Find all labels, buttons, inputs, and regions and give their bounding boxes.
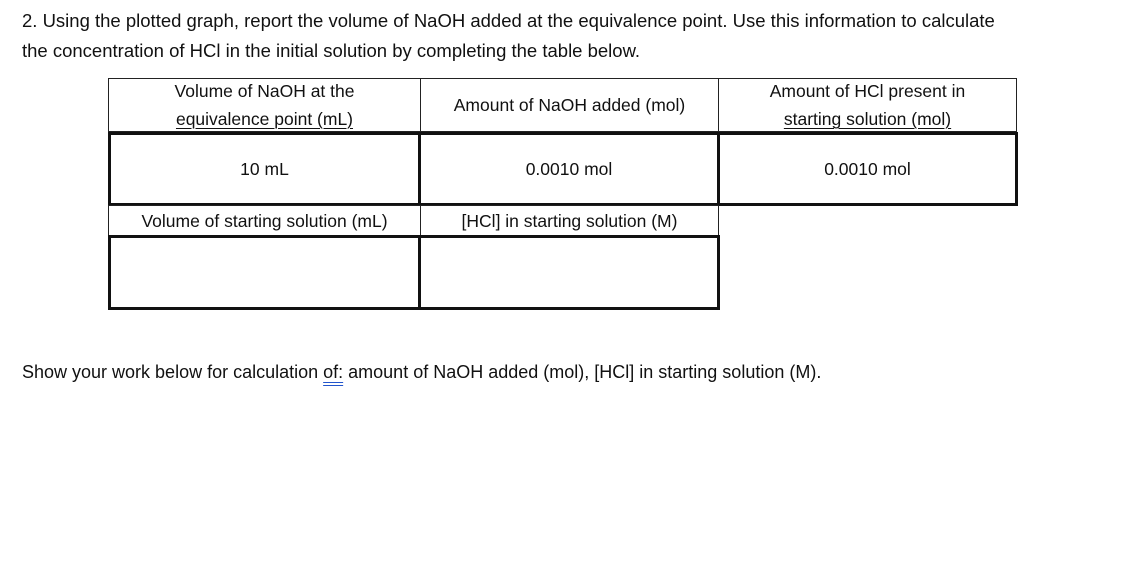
value-volume-naoh-equivalence[interactable]	[108, 132, 421, 206]
header-hcl-concentration-text: [HCl] in starting solution (M)	[461, 211, 678, 231]
header-amount-hcl-present	[718, 78, 1017, 132]
question-line-1: 2. Using the plotted graph, report the volume of NaOH added at the equivalence point. Use this information to calculate	[22, 10, 995, 31]
header-amount-hcl-line2: starting solution (mol)	[783, 109, 952, 129]
value-amount-naoh-added[interactable]	[418, 132, 720, 206]
value-hcl-concentration[interactable]	[418, 235, 720, 310]
header-volume-starting-solution	[108, 205, 421, 237]
value-amount-hcl-text: 0.0010 mol	[824, 159, 911, 179]
value-volume-naoh-text: 10 mL	[240, 159, 289, 179]
question-line-2: the concentration of HCl in the initial solution by completing the table below.	[22, 40, 641, 61]
instructions-prefix: Show your work below for calculation	[22, 362, 324, 382]
value-amount-hcl-present[interactable]	[717, 132, 1018, 206]
instructions-text	[22, 358, 821, 386]
value-amount-naoh-text: 0.0010 mol	[525, 159, 613, 179]
header-volume-naoh-line2: equivalence point (mL)	[175, 109, 354, 129]
instructions-suffix: amount of NaOH added (mol), [HCl] in starting solution (M).	[343, 362, 822, 382]
header-volume-naoh-equivalence	[108, 78, 421, 132]
header-amount-naoh-line1: Amount of NaOH added (mol)	[453, 95, 686, 115]
instructions-underlined: of:	[323, 362, 344, 382]
header-volume-starting-text: Volume of starting solution (mL)	[141, 211, 388, 231]
header-hcl-concentration	[420, 205, 719, 237]
value-volume-starting-solution[interactable]	[108, 235, 421, 310]
question-text	[22, 6, 1112, 66]
header-amount-hcl-line1: Amount of HCl present in	[769, 81, 966, 101]
header-volume-naoh-line1: Volume of NaOH at the	[174, 81, 355, 101]
header-amount-naoh-added	[420, 78, 719, 132]
